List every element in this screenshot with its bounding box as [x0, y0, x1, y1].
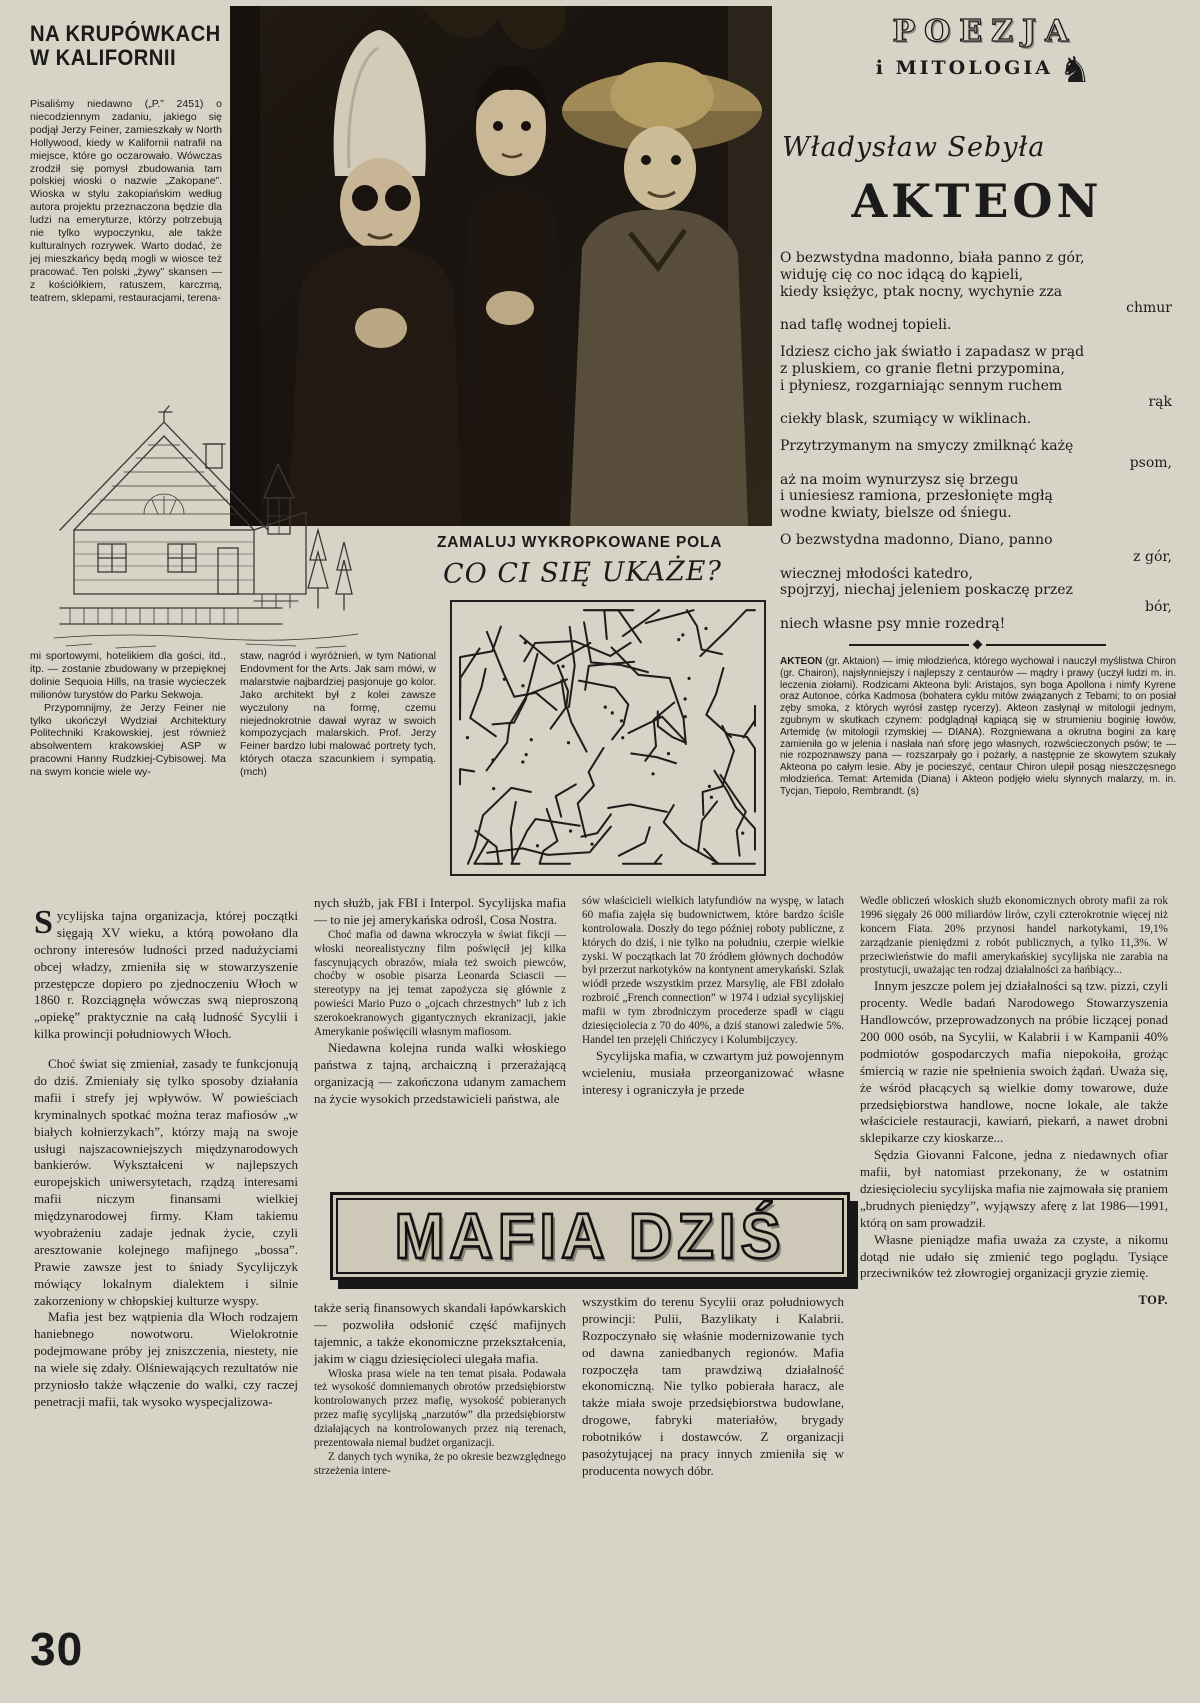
poem-title: AKTEON: [851, 174, 1103, 228]
article-california-column-2: [30, 650, 226, 779]
article-california-title-line1: NA KRUPÓWKACH: [30, 21, 221, 46]
article-california-title-line2: W KALIFORNII: [30, 44, 177, 70]
mafia-column-3-top: [582, 895, 844, 1183]
poem-line: widuję cię co noc idącą do kąpieli,: [780, 266, 1024, 283]
paragraph: Sycylijska mafia, w czwartym już powojennym wcieleniu, musiała przeorganizować własne interesy i ograniczyła je przede: [582, 1047, 844, 1097]
article-california-column-3: [240, 650, 436, 779]
poem-line: Przytrzymanym na smyczy zmilknąć każę: [780, 437, 1074, 454]
poem-line: nad taflę wodnej topieli.: [780, 317, 952, 334]
mafia-column-1: [34, 895, 298, 1411]
note-text: (gr. Aktaion) — imię młodzieńca, którego wychował i nauczył myślistwa Chiron (gr. Chairon), najsłynniejszy i najlepszy z centaurów — mądry i prawy (uczył ludzi m. in. leczenia ziołami). Rodzicami Akteona byli: Aristajos, syn boga Apollona i nimfy Kyrene oraz Autonoe, córka Kadmosa (bohatera cyklu mitów związanych z Tebami; to on posiał zęby smoka, z których wyrósł zastęp rycerzy). Akteon zasłynął w mitologii jednym, zgubnym w skutkach czynem: podglądnął kąpiącą się w strumieniu boginię łowów, Artemidę (w mitologii rzymskiej — DIANA). Rozgniewana a okrutna bogini za karę zamieniła go w jelenia i nasłała nań sforę jego własnych, rozwścieczonych psów; te — nie rozpoznawszy pana — rozszarpały go i pożarły, a następnie ze skowytem szukały Akteona po całym lesie. Aby je pocieszyć, centaur Chiron ulepił posąg nieszczęsnego młodzieńca. Temat: Artemida (Diana) i Akteon podjęło wielu słynnych malarzy, m. in. Tycjan, Tiepolo, Rembrandt. (s): [780, 656, 1176, 797]
mafia-headline: MAFIA DZIŚ: [394, 1200, 786, 1272]
article-california-column-1: [30, 98, 222, 305]
poem-line: kiedy księżyc, ptak nocny, wychynie zza: [780, 283, 1063, 300]
mafia-column-2-bottom: [314, 1300, 566, 1479]
paragraph: Choć mafia od dawna wkroczyła w świat fikcji — włoski neorealistyczny film poświęcił jej kilka fascynujących obrazów, miała też swoich piewców, choćby w osobie pisarza Leonarda Sciascii — stereotypy na jej temat zapożycza się głównie z powieści Mario Puzo o „ojcach chrzestnych” lub z ich szerokoekranowych gigantycznych ekranizacji, jakie Amerykanie poświęcili własnym mafiosom.: [314, 928, 566, 1039]
paragraph: Innym jeszcze polem jej działalności są tzw. pizzi, czyli procenty. Wedle badań Narodowego Stowarzyszenia Handlowców, przeprowadzonych na próbie liczącej ponad 200 000 osób, na Sycylii, w Kalabrii i w Kampanii 40% podmiotów gospodarczych mafia niepokoiła, grożąc śmiercią w razie nie spełnienia swoich żądań. Uważa się, że wśród płacących są wielkie domy towarowe, duże przedsiębiorstwa handlowe, nocne lokale, ale także właściciele restauracji, kawiarń, piekarń, a nawet drobni sklepikarze czy kioskarze...: [860, 978, 1168, 1146]
poem-body: [780, 250, 1172, 633]
paragraph: Mafia jest bez wątpienia dla Włoch rodzajem haniebnego nowotworu. Wielokrotnie podejmowane próby jej zniszczenia, niestety, nie na wiele się zdały. Olśniewających rezultatów nie przyniosło także włączenie do walki, czy raczej penetracji mafii, tak wysoko wyspecjalizowa-: [34, 1309, 298, 1409]
drop-cap: S: [34, 904, 53, 941]
poetry-logo-line2: i MITOLOGIA ♞: [875, 50, 1095, 91]
poem-line: psom,: [1129, 454, 1172, 471]
poem-line: wiecznej młodości katedro,: [780, 565, 973, 582]
paragraph: Pisaliśmy niedawno („P.” 2451) o niecodziennym zadaniu, jakiego się podjął Jerzy Feiner, zamieszkały w North Hollywood, kiedy w Kalifornii natrafił na miejsce, które go oczarowało. Wówczas zrodził się pomysł zbudowania tam polskiej wioski o nazwie „Zakopane”. Wioska w stylu zakopiańskim według autora projektu przeznaczona będzie dla ludzi na emeryturze, którzy potrzebują nie tylko wypoczynku, ale także kulturalnych rozrywek. Warto dodać, że jej mieszkańcy będą mogli w wiosce też pracować. Ten polski „żywy” skansen — z kościółkiem, ratuszem, karczmą, teatrem, sklepami, restauracjami, terena-: [30, 98, 222, 304]
poem-line: aż na moim wynurzysz się brzegu: [780, 471, 1019, 488]
puzzle-subtitle: CO CI SIĘ UKAŻE?: [442, 555, 723, 590]
mafia-column-4: [860, 895, 1168, 1309]
poem-line: [780, 522, 1172, 532]
poem-line: O bezwstydna madonno, biała panno z gór,: [780, 250, 1085, 266]
poem-line: bór,: [1145, 599, 1172, 616]
paragraph: wszystkim do terenu Sycylii oraz południowych prowincji: Pulii, Bazylikaty i Kalabrii. Rozpoczynało się właśnie modernizowanie tych od dawna zaniedbanych regionów. Mafia rozpoczęła tam prawdziwą działalność ekonomiczną. Nie tylko pobierała haracz, ale także miała swoje przedsiębiorstwa budowlane, drogowe, fabryki materiałów, brygady robotników i dostawców. Z organizacji pasożytującej na pracy innych zmieniła się w producenta nowych dóbr.: [582, 1294, 844, 1478]
poem-line: wodne kwiaty, bielsze od śniegu.: [780, 505, 1012, 522]
mafia-column-2-top: [314, 895, 566, 1187]
puzzle-title: ZAMALUJ WYKROPKOWANE POLA: [437, 534, 723, 551]
poem-line: O bezwstydna madonno, Diano, panno: [780, 531, 1053, 548]
diamond-divider-icon: [972, 640, 982, 650]
paragraph: Z danych tych wynika, że po okresie bezwzględnego strzeżenia intere-: [314, 1450, 566, 1477]
poem-line: i płyniesz, rozgarniając sennym ruchem: [780, 377, 1063, 394]
poem-line: [780, 428, 1172, 438]
page-number: 30: [30, 1623, 84, 1675]
pegasus-icon: ♞: [1058, 50, 1095, 91]
paragraph: mi sportowymi, hotelikiem dla gości, itd., itp. — zostanie zbudowany w przepięknej dolinie Sequoia Hills, na trasie wycieczek milionów turystów do Parku Sekwoja.: [30, 650, 226, 701]
poem-line: chmur: [1126, 300, 1172, 317]
paragraph: Niedawna kolejna runda walki włoskiego państwa z tajną, archaiczną i przerażającą organizacją — zakończona udanym zamachem na życie wysokich przedstawicieli państwa, ale: [314, 1039, 566, 1106]
paragraph: Włoska prasa wiele na ten temat pisała. Podawała też wysokość domniemanych obrotów przedsiębiorstw kontrolowanych przez mafię, wysokość pobieranych przez mafię sycylijską „narzutów” dla przedsiębiorstw działających na kontrolowanych przez nią terenach, prezentowała niemal budżet organizacji.: [314, 1367, 566, 1450]
puzzle-scribble-image: [450, 600, 766, 876]
paragraph: sów właścicieli wielkich latyfundiów na wyspę, w latach 60 mafia zajęła się budownictwem, które bardzo ściśle kontrolowała. Doszły do tego później roboty publiczne, z których do dziś, i nie tylko na południu, czerpie wielkie zyski. W początkach lat 70 źródłem głównych dochodów był przerzut narkotyków na kontynent amerykański. Szlak wiódł przede wszystkim przez Marsylię, ale FBI zdołało rozbroić „French connection” w 1974 i udział sycylijskiej mafii w tym zbrodniczym procederze spadł w ciągu dziesięciolecia z 70 do 40%, a dziś stanowi zaledwie 5%. Handel ten przejęli Chińczycy i Kolumbijczycy.: [582, 895, 844, 1046]
poem-line: rąk: [1148, 394, 1172, 411]
paragraph: Przypomnijmy, że Jerzy Feiner nie tylko ukończył Wydział Architektury Politechniki Krakowskiej, jest również absolwentem krakowskiej ASP w pracowni Hanny Rudzkiej-Cybisowej. Ma na swym koncie wiele wy-: [30, 701, 226, 779]
poem-line: niech własne psy mnie rozedrą!: [780, 615, 1006, 632]
mythology-note: [780, 656, 1176, 798]
paragraph: Własne pieniądze mafia uważa za czyste, a nikomu dotąd nie udało się zmienić tego poglądu. Tysiące przeciwników też złowrogiej organizacji gryzie ziemię.: [860, 1231, 1168, 1281]
paragraph: staw, nagród i wyróżnień, w tym National Endovment for the Arts. Jak sam mówi, w malarstwie najbardziej pasjonuje go kolor. Jako architekt był z kolei zawsze wyczulony na formę, czemu niejednokrotnie dawał wyraz w swoich kompozycjach malarskich. Prof. Jerzy Feiner bardzo lubi malować portrety tych, których otacza szacunkiem i sympatią. (mch): [240, 650, 436, 779]
poem-line: spojrzyj, niechaj jeleniem poskaczę przez: [780, 582, 1073, 599]
poem-line: z gór,: [1133, 548, 1172, 565]
poet-name: Władysław Sebyła: [782, 132, 1046, 163]
zakopane-house-sketch: [46, 402, 362, 654]
poem-line: i uniesiesz ramiona, przesłonięte mgłą: [780, 488, 1053, 505]
paragraph: nych służb, jak FBI i Interpol. Sycylijska mafia — to nie jej amerykańska odrośl, Cosa Nostra.: [314, 895, 566, 927]
paragraph: także serią finansowych skandali łapówkarskich — pozwoliła odsłonić część mafijnych tajemnic, a także ekonomiczne przekształcenia, jakim w ciągu dziesięcioleci ulegała mafia.: [314, 1300, 566, 1366]
paragraph: Sycylijska tajna organizacja, której początki sięgają XV wieku, a którą powołano dla ochrony interesów ludności przed nadużyciami obcej władzy, zmieniła się w stowarzyszenie przestępcze dopiero po zjednoczeniu Włoch w 1860 r. Rozciągnęła wówczas swą nieproszoną „opiekę” praktycznie na całą ludność Sycylii i kilka prowincji południowych Włoch.: [34, 904, 298, 1042]
section-divider: [780, 641, 1174, 648]
article-california-title: [30, 22, 223, 70]
poem-line: [780, 334, 1172, 344]
note-lead: AKTEON: [780, 656, 823, 667]
mafia-headline-box: [330, 1192, 850, 1280]
poem-line: Idziesz cicho jak światło i zapadasz w prąd: [780, 343, 1085, 360]
paragraph: Wedle obliczeń włoskich służb ekonomicznych obroty mafii za rok 1996 sięgały 26 000 miliardów lirów, czyli czterokrotnie więcej niż koncern Fiata. 20% przynosi handel narkotykami, 19,1% zarządzanie pieniędzmi z robót publicznych, a tylko 11,3%. W przeciwieństwie do mafii amerykańskiej sycylijska nie zarabia na prostytucji, uważając ten rodzaj działalności za hańbiący...: [860, 895, 1168, 977]
author-signoff: TOP.: [1138, 1293, 1168, 1308]
mafia-column-3-bottom: [582, 1294, 844, 1480]
paragraph: Sędzia Giovanni Falcone, jedna z niedawnych ofiar mafii, był natomiast przekonany, że w ostatnim dziesięcioleciu sycylijska mafia nie zajmowała się praniem „brudnych pieniędzy”, wyjąwszy aferę z lat 1986—1991, którą on sam prowadził.: [860, 1147, 1168, 1230]
poem-line: z pluskiem, co granie fletni przypomina,: [780, 360, 1065, 377]
poetry-section-logo: [858, 14, 1112, 91]
poem-line: ciekły blask, szumiący w wiklinach.: [780, 411, 1032, 428]
poetry-logo-line1: POEZJA: [892, 14, 1078, 49]
paragraph: Choć świat się zmieniał, zasady te funkcjonują do dziś. Zmieniały się tylko sposoby działania mafii i strefy jej wpływów. W powieściach kryminalnych spotkać można teraz mafiosów „w białych kołnierzykach”, którzy mają na swoje usługi najszacowniejszych międzynarodowych bankierów. Wykształceni w najlepszych europejskich uniwersytetach, rządzą interesami mafii niczym finansami wielkiej międzynarodowej firmy. Kłam takiemu wyobrażeniu zadaje jednak życie, czyli aresztowanie kolejnego mafijnego „bossa”. Prawie zawsze jest to śniady Sycylijczyk mówiący lokalnym dialektem i silnie zakorzeniony w chłopskiej kulturze wyspy.: [34, 1056, 298, 1308]
